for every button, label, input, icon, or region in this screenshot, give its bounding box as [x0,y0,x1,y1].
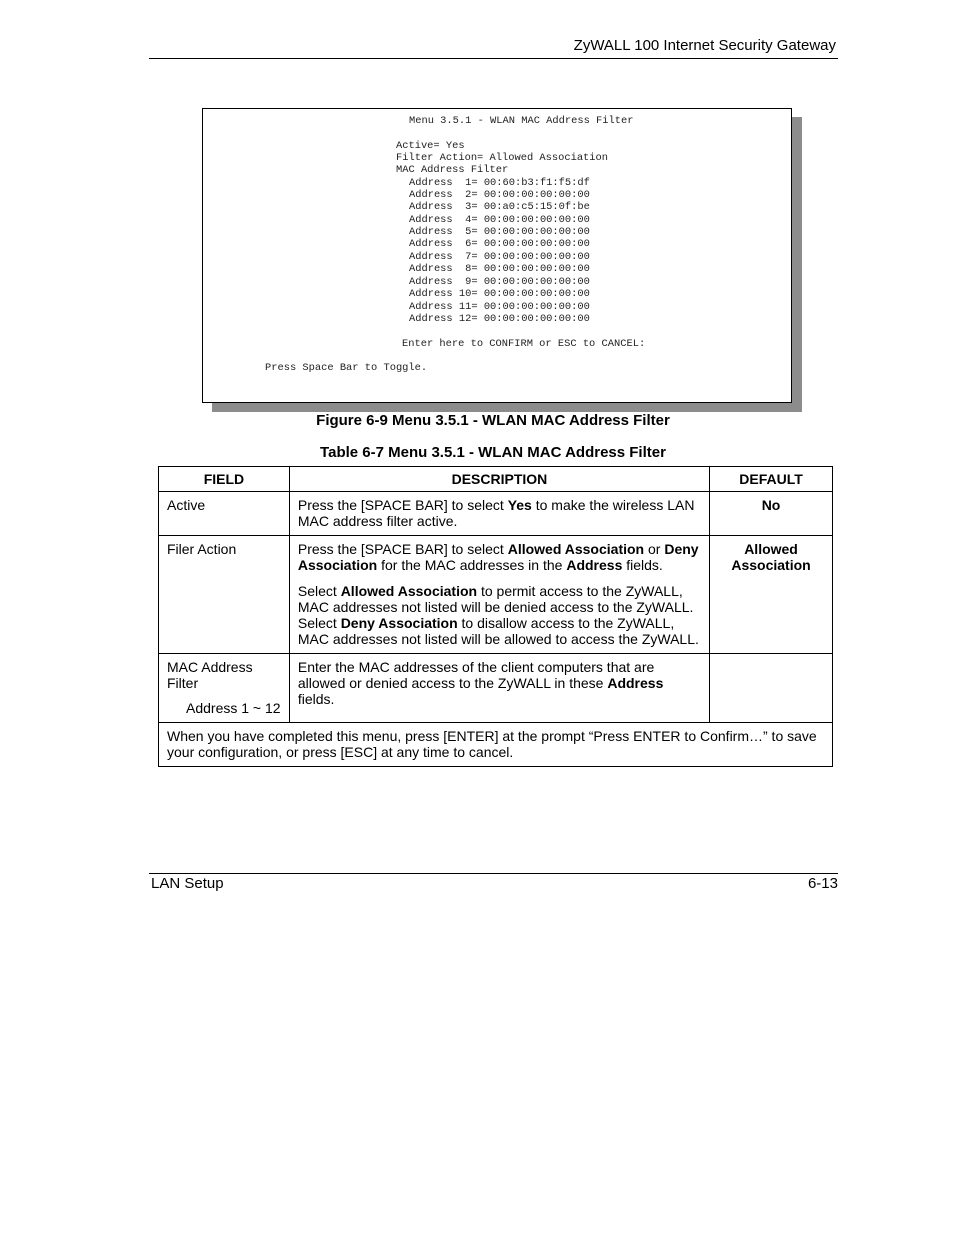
description-paragraph [298,541,701,573]
table-header-row [159,467,833,492]
terminal-address-line: Address 9= 00:00:00:00:00:00 [409,276,590,288]
terminal-address-line: Address 10= 00:00:00:00:00:00 [409,288,590,300]
table-note-row [159,723,833,767]
header-divider [149,58,838,59]
terminal-toggle-hint: Press Space Bar to Toggle. [265,362,428,374]
table-row [159,654,833,723]
description-bold: Allowed Association [340,583,478,599]
description-bold: Allowed Association [507,541,645,557]
terminal-mac-filter-label: MAC Address Filter [396,164,509,176]
description-bold: Yes [507,497,532,513]
description-cell [289,654,709,723]
default-cell: No [710,492,833,536]
footer-divider [149,873,838,874]
description-text: Press the [SPACE BAR] to select [297,497,508,513]
description-text: Select [297,583,341,599]
field-label: MAC Address Filter [167,659,253,691]
figure-caption: Figure 6-9 Menu 3.5.1 - WLAN MAC Address Filter [316,412,670,429]
header-default: DEFAULT [710,467,833,492]
terminal-address-line: Address 7= 00:00:00:00:00:00 [409,251,590,263]
description-bold: Deny Association [297,541,699,573]
description-text: fields. [297,691,335,707]
table-row [159,536,833,654]
terminal-address-line: Address 4= 00:00:00:00:00:00 [409,214,590,226]
field-description-table [158,466,833,767]
footer-page-number: 6-13 [807,875,838,892]
terminal-address-line: Address 3= 00:a0:c5:15:0f:be [409,201,590,213]
terminal-address-line: Address 8= 00:00:00:00:00:00 [409,263,590,275]
page-header-title: ZyWALL 100 Internet Security Gateway [573,37,836,54]
terminal-filter-action-line: Filter Action= Allowed Association [396,152,609,164]
field-cell [159,654,290,723]
terminal-address-line: Address 6= 00:00:00:00:00:00 [409,238,590,250]
table-caption: Table 6-7 Menu 3.5.1 - WLAN MAC Address Filter [320,444,666,461]
description-cell [289,492,709,536]
description-bold: Address [566,557,623,573]
description-paragraph [298,583,701,647]
description-text: Press the [SPACE BAR] to select [297,541,508,557]
description-text: Enter the MAC addresses of the client computers that are allowed or denied access to the ZyWALL in these [297,659,655,691]
terminal-confirm-prompt: Enter here to CONFIRM or ESC to CANCEL: [402,338,646,350]
default-cell [710,654,833,723]
description-text: or [644,541,665,557]
description-text: fields. [622,557,663,573]
table-row [159,492,833,536]
terminal-address-line: Address 5= 00:00:00:00:00:00 [409,226,590,238]
terminal-address-line: Address 2= 00:00:00:00:00:00 [409,189,590,201]
description-text: to permit access to the ZyWALL, MAC addresses not listed will be denied access to the ZyWALL. Select [297,583,694,631]
terminal-screen [202,108,792,403]
terminal-address-line: Address 1= 00:60:b3:f1:f5:df [409,177,590,189]
description-bold: Deny Association [340,615,458,631]
header-field: FIELD [159,467,290,492]
default-cell: Allowed Association [710,536,833,654]
table-footer-note: When you have completed this menu, press [ENTER] at the prompt “Press ENTER to Confirm…” to save your configuration, or press [ESC] at any time to cancel. [159,723,833,767]
terminal-active-line: Active= Yes [396,140,465,152]
description-cell [289,536,709,654]
terminal-address-line: Address 12= 00:00:00:00:00:00 [409,313,590,325]
description-text: to disallow access to the ZyWALL, MAC addresses not listed will be allowed to access the ZyWALL. [297,615,699,647]
description-text: for the MAC addresses in the [377,557,567,573]
sub-field-label: Address 1 ~ 12 [186,700,281,716]
terminal-address-line: Address 11= 00:00:00:00:00:00 [409,301,590,313]
footer-section-name: LAN Setup [151,875,224,892]
field-cell: Active [159,492,290,536]
header-description: DESCRIPTION [289,467,709,492]
terminal-menu-title: Menu 3.5.1 - WLAN MAC Address Filter [409,115,634,127]
field-cell: Filer Action [159,536,290,654]
description-bold: Address [607,675,664,691]
description-text: to make the wireless LAN MAC address filter active. [297,497,695,529]
